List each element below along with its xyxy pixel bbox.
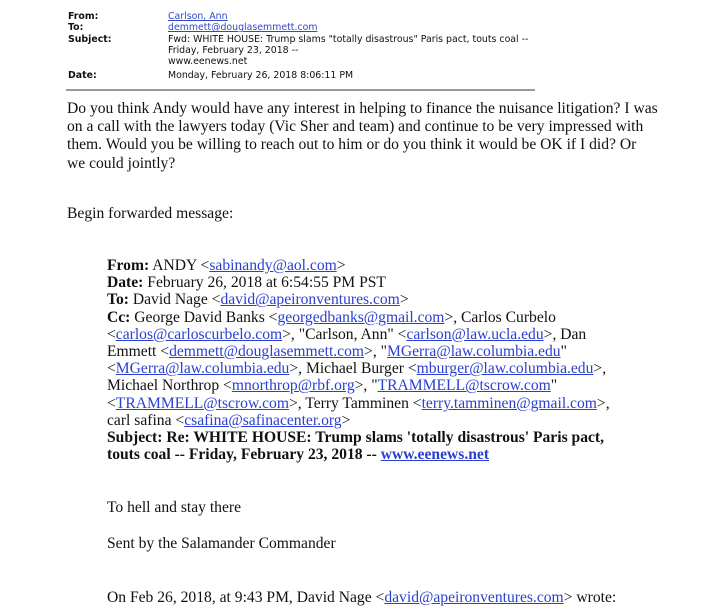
fwd-date-value: February 26, 2018 at 6:54:55 PM PST (143, 274, 386, 292)
cc-email[interactable]: terry.tamminen@gmail.com (421, 394, 597, 412)
header-to-row (68, 22, 538, 33)
cc-text: Michael Northrop < (107, 377, 232, 395)
begin-forwarded-label: Begin forwarded message: (67, 205, 234, 222)
header-subject-row (68, 34, 538, 68)
header-divider (66, 89, 535, 91)
fwd-to-name: David Nage < (128, 291, 221, 309)
fwd-cc-line (107, 360, 707, 377)
header-date-value: Monday, February 26, 2018 8:06:11 PM (168, 70, 354, 82)
cc-text: >, Michael Burger < (289, 360, 417, 378)
fwd-from-close: > (336, 257, 346, 274)
quoted-prefix: On Feb 26, 2018, at 9:43 PM, David Nage < (107, 589, 385, 606)
cc-email[interactable]: mnorthrop@rbf.org (231, 377, 355, 395)
fwd-date-line (107, 274, 707, 291)
cc-text: >, "Carlson, Ann" < (282, 325, 407, 343)
reply-signature: Sent by the Salamander Commander (107, 535, 336, 552)
cc-text: carl safina < (107, 411, 185, 429)
cc-text: > (341, 411, 351, 429)
cc-text: George David Banks < (130, 308, 278, 326)
quoted-suffix: > wrote: (563, 589, 617, 606)
fwd-cc-line (107, 412, 707, 429)
cc-email[interactable]: csafina@safinacenter.org (184, 411, 342, 429)
cc-email[interactable]: mburger@law.columbia.edu (416, 360, 594, 378)
fwd-to-close: > (399, 291, 409, 309)
header-subject-line2: www.eenews.net (168, 56, 248, 68)
forwarded-headers (107, 257, 707, 463)
header-subject-line1: Fwd: WHITE HOUSE: Trump slams "totally disastrous" Paris pact, touts coal -- Friday, February 23, 2018 -- (168, 33, 529, 56)
cc-email[interactable]: carlos@carloscurbelo.com (115, 325, 283, 343)
cc-email[interactable]: demmett@douglasemmett.com (169, 343, 365, 361)
cc-text: >, Terry Tamminen < (288, 394, 422, 412)
fwd-from-name: ANDY < (149, 257, 210, 274)
cc-text: >, " (354, 377, 378, 395)
email-header (68, 11, 538, 82)
header-from-label: From: (68, 11, 99, 22)
header-to-label: To: (68, 22, 84, 34)
fwd-cc-line (107, 309, 707, 326)
fwd-to-label: To: (107, 291, 129, 309)
cc-email[interactable]: TRAMMELL@tscrow.com (115, 394, 289, 412)
cc-email[interactable]: MGerra@law.columbia.edu (387, 343, 561, 361)
header-to-link[interactable]: demmett@douglasemmett.com (168, 22, 318, 34)
body-line: Do you think Andy would have any interest in helping to finance the nuisance litigation? I was (67, 100, 658, 117)
fwd-to-line (107, 291, 707, 308)
cc-text: " (550, 377, 558, 395)
header-from-row (68, 11, 538, 22)
message-body (67, 100, 687, 173)
body-line: on a call with the lawyers today (Vic Sher and team) and continue to be very impressed with (67, 118, 644, 136)
cc-email[interactable]: carlson@law.ucla.edu (406, 325, 544, 343)
fwd-cc-line (107, 326, 707, 343)
fwd-to-email[interactable]: david@apeironventures.com (220, 291, 400, 309)
fwd-cc-label: Cc: (107, 308, 131, 326)
header-date-row (68, 70, 538, 81)
fwd-cc-line (107, 395, 707, 412)
cc-text: >, (596, 394, 610, 412)
cc-text: >, Carlos Curbelo (444, 308, 556, 326)
fwd-from-line (107, 257, 707, 274)
cc-text: >, Dan (543, 325, 587, 343)
cc-email[interactable]: TRAMMELL@tscrow.com (377, 377, 551, 395)
fwd-subject-link[interactable]: www.eenews.net (380, 446, 490, 464)
fwd-subject-line2 (107, 446, 707, 463)
reply-text: To hell and stay there (107, 499, 242, 516)
body-line: them. Would you be willing to reach out to him or do you think it would be OK if I did? Or (67, 136, 637, 154)
cc-text: < (107, 394, 116, 412)
quoted-attribution (107, 589, 616, 607)
header-subject-label: Subject: (68, 33, 112, 45)
fwd-cc-line (107, 377, 707, 394)
cc-text: " (560, 343, 567, 361)
fwd-subject-line1: Subject: Re: WHITE HOUSE: Trump slams 'totally disastrous' Paris pact, (107, 429, 605, 447)
cc-email[interactable]: georgedbanks@gmail.com (277, 308, 445, 326)
fwd-subject-text: touts coal -- Friday, February 23, 2018 -- (107, 446, 381, 464)
cc-email[interactable]: MGerra@law.columbia.edu (115, 360, 290, 378)
cc-text: >, (593, 360, 607, 378)
cc-text: < (107, 360, 116, 378)
cc-text: Emmett < (107, 343, 170, 361)
cc-text: < (107, 325, 116, 343)
fwd-cc-line (107, 343, 707, 360)
header-date-label: Date: (68, 70, 97, 82)
cc-text: >, " (364, 343, 387, 361)
fwd-date-label: Date: (107, 274, 144, 292)
fwd-from-label: From: (107, 257, 150, 274)
fwd-from-email[interactable]: sabinandy@aol.com (209, 257, 337, 274)
body-line: we could jointly? (67, 154, 176, 172)
quoted-email[interactable]: david@apeironventures.com (384, 589, 564, 606)
header-from-link[interactable]: Carlson, Ann (168, 11, 228, 22)
